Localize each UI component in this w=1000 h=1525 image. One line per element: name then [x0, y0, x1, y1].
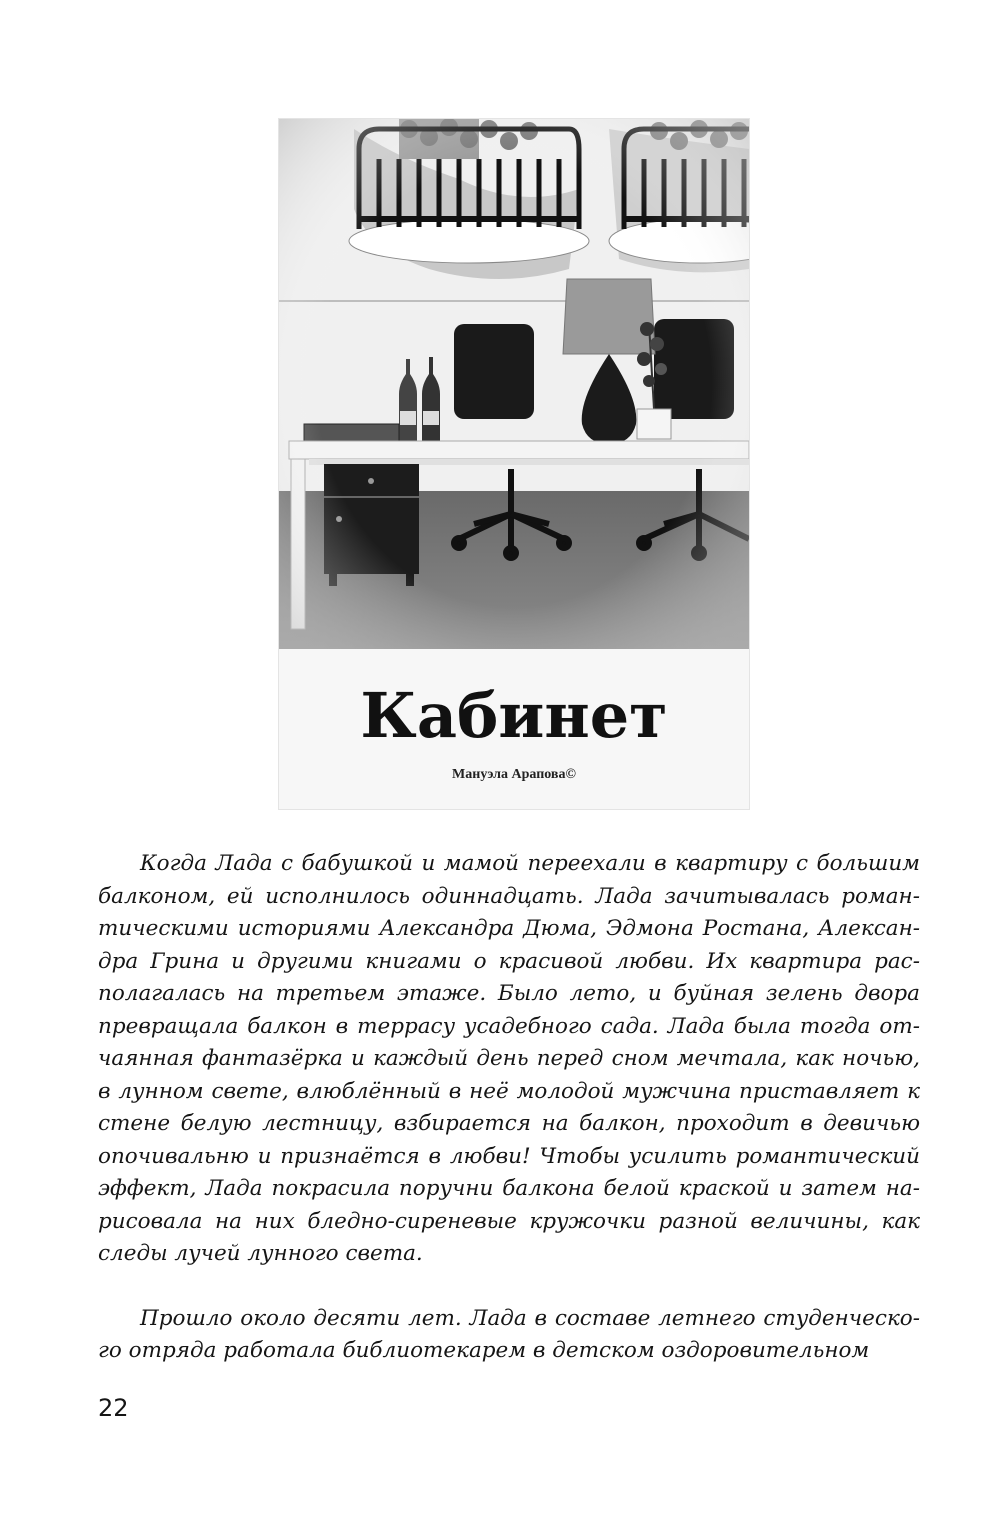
illustration-title: Кабинет: [360, 679, 668, 752]
page-number: 22: [98, 1394, 129, 1422]
office-scene-drawing: [279, 119, 749, 649]
paragraph: Прошло около десяти лет. Лада в составе летнего студенческого отряда работала библиотекарем в детском оздоровительном: [98, 1305, 920, 1363]
paragraph: Когда Лада с бабушкой и мамой переехали в квартиру с большим балконом, ей исполнилось одиннадцать. Лада зачитывалась романтическими историями Александра Дюма, Эдмона Ростана, Александра Грина и другими книгами о красивой любви. Их квартира располагалась на третьем этаже. Было лето, и буйная зелень двора превращала балкон в террасу усадебного сада. Лада была тогда отчаянная фантазёрка и каждый день перед сном мечтала, как ночью, в лунном свете, влюблённый в неё молодой мужчина приставляет к стене белую лестницу, взбирается на балкон, проходит в девичью опочивальню и признаётся в любви! Чтобы усилить романтический эффект, Лада покрасила поручни балкона белой краской и затем нарисовала на них бледно-сиреневые кружочки разной величины, как следы лучей лунного света.: [98, 851, 920, 1266]
illustration-credit: Мануэла Арапова©: [452, 767, 576, 782]
body-text: [98, 848, 920, 1368]
office-illustration: [278, 118, 750, 810]
